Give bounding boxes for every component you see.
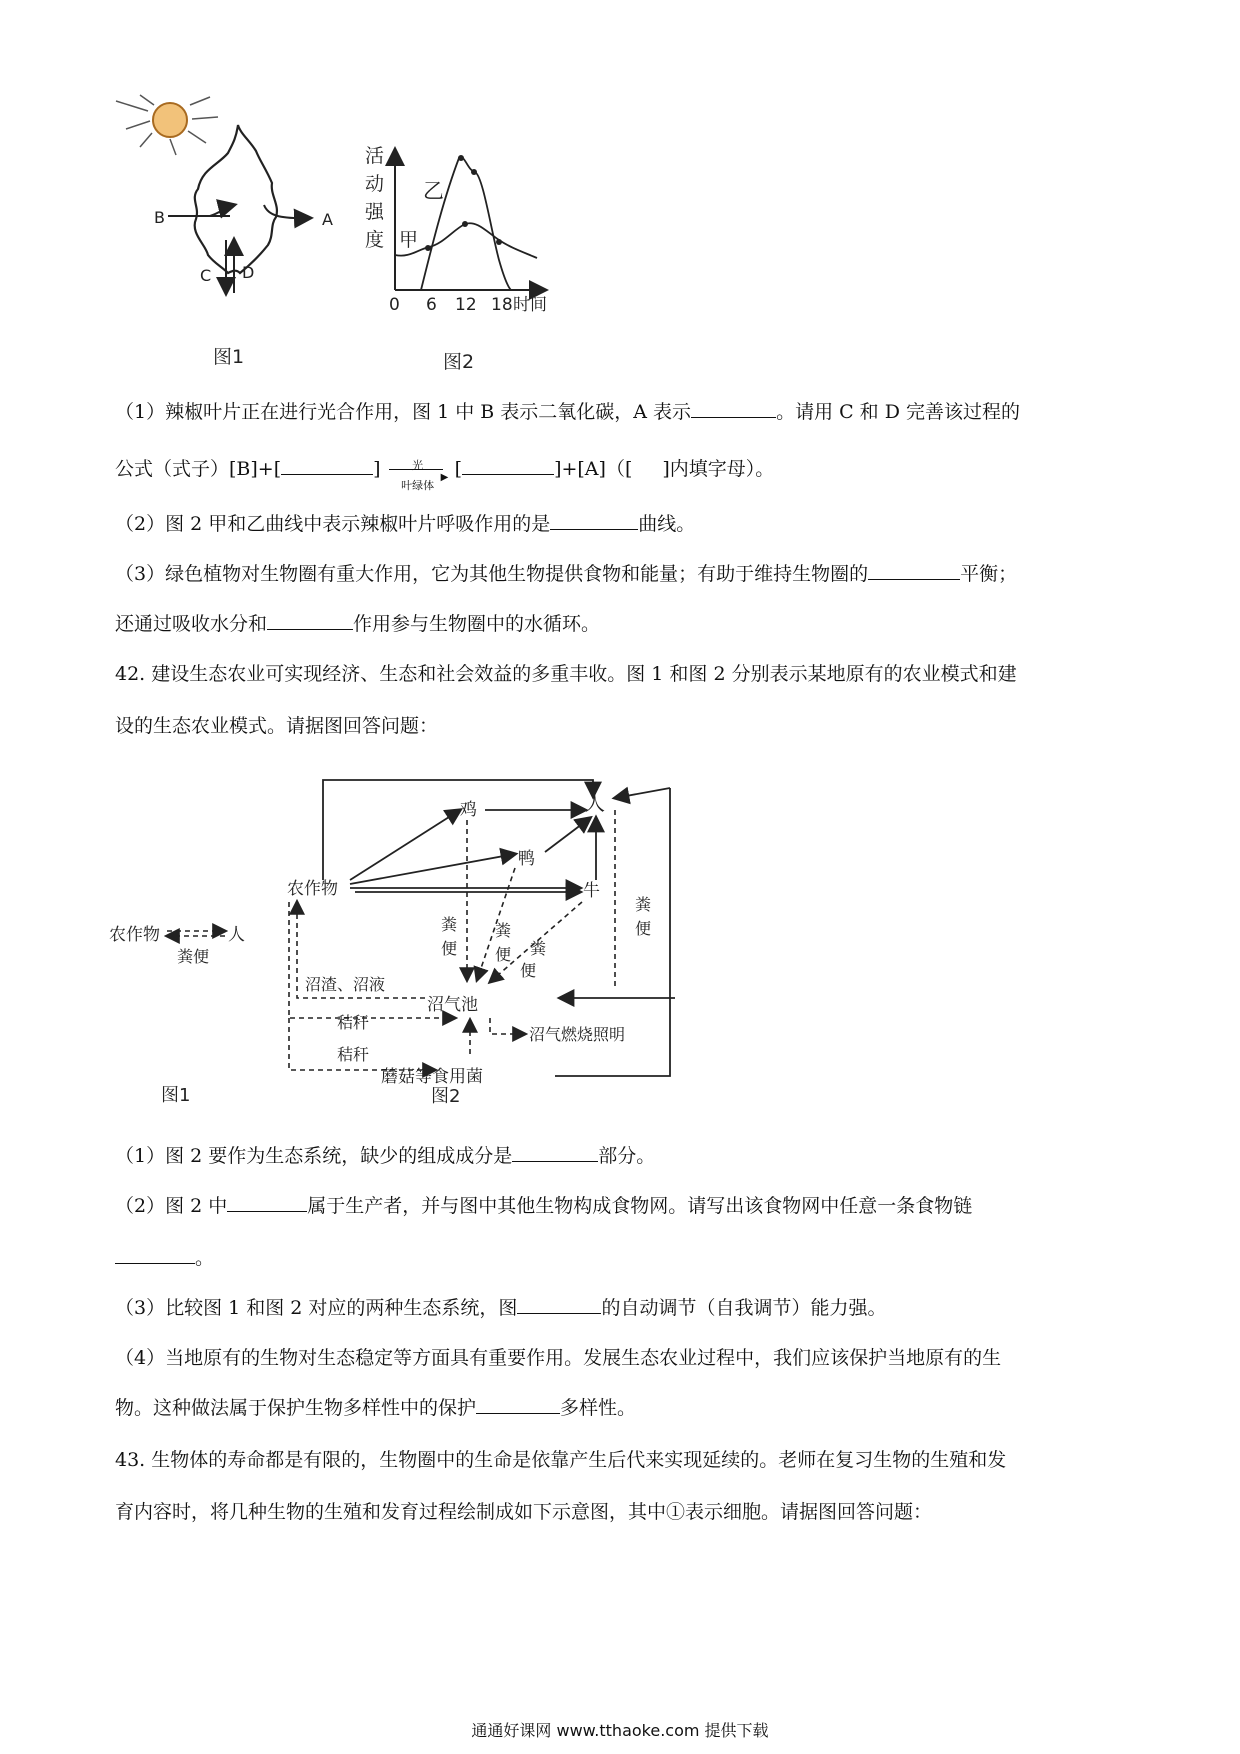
feces-4a: 粪 bbox=[635, 895, 652, 914]
answer-blank[interactable] bbox=[550, 511, 638, 530]
feces-2b: 便 bbox=[495, 945, 512, 964]
node-crops: 农作物 bbox=[287, 879, 338, 899]
q41-part1-line2: 公式（式子）[B]+[ ] 光 ▶ 叶绿体 [ ]+[A]（[ ]内填字母）。 bbox=[115, 458, 775, 492]
fig1-crops: 农作物 bbox=[109, 925, 160, 945]
answer-blank[interactable] bbox=[476, 1395, 560, 1414]
x-tick-18: 18 bbox=[491, 295, 513, 315]
y-label-2: 动 bbox=[365, 173, 385, 195]
label-straw-2: 秸秆 bbox=[337, 1045, 370, 1064]
fig1-human: 人 bbox=[228, 925, 245, 945]
figure-eco-agriculture bbox=[109, 770, 690, 1125]
label-biogas-light: 沼气燃烧照明 bbox=[529, 1025, 626, 1044]
sun-icon bbox=[116, 95, 218, 155]
q42-part2-line2: 。 bbox=[115, 1244, 1135, 1272]
q42-part4-line2: 物。这种做法属于保护生物多样性中的保护 多样性。 bbox=[115, 1397, 637, 1419]
label-c: C bbox=[200, 266, 212, 285]
feces-2a: 粪 bbox=[495, 921, 512, 940]
x-tick-6: 6 bbox=[426, 295, 437, 315]
reaction-arrow: 光 ▶ 叶绿体 bbox=[387, 456, 449, 484]
q41-part2: （2）图 2 甲和乙曲线中表示辣椒叶片呼吸作用的是 曲线。 bbox=[115, 513, 696, 535]
answer-blank[interactable] bbox=[691, 399, 776, 418]
feces-1a: 粪 bbox=[441, 915, 458, 934]
q41-part3-line1: （3）绿色植物对生物圈有重大作用，它为其他生物提供食物和能量；有助于维持生物圈的 平衡； bbox=[115, 563, 1018, 585]
q41-part1-line1: （1）辣椒叶片正在进行光合作用，图 1 中 B 表示二氧化碳，A 表示 。请用 C 和 D 完善该过程的 bbox=[115, 401, 1020, 423]
fig1-feces: 粪便 bbox=[177, 947, 210, 966]
label-residue: 沼渣、沼液 bbox=[305, 975, 386, 994]
q42-part2-line1: （2）图 2 中 属于生产者，并与图中其他生物构成食物网。请写出该食物网中任意一条食物链 bbox=[115, 1195, 973, 1217]
answer-blank[interactable] bbox=[512, 1143, 598, 1162]
label-straw-1: 秸秆 bbox=[337, 1013, 370, 1032]
feces-4b: 便 bbox=[635, 919, 652, 938]
node-human: 人 bbox=[585, 791, 605, 815]
x-axis-label: 时间 bbox=[513, 295, 547, 315]
figure-activity-curve bbox=[365, 145, 615, 375]
label-d: D bbox=[242, 263, 255, 282]
q42-part4-line1: （4）当地原有的生物对生态稳定等方面具有重要作用。发展生态农业过程中，我们应该保护当地原有的生 bbox=[115, 1347, 1002, 1369]
q42-part3: （3）比较图 1 和图 2 对应的两种生态系统，图 的自动调节（自我调节）能力强。 bbox=[115, 1297, 887, 1319]
node-duck: 鸭 bbox=[518, 849, 535, 869]
answer-blank[interactable] bbox=[281, 456, 373, 475]
q42-intro-line1: 42. 建设生态农业可实现经济、生态和社会效益的多重丰收。图 1 和图 2 分别表示某地原有的农业模式和建 bbox=[115, 663, 1017, 685]
answer-blank[interactable] bbox=[227, 1193, 307, 1212]
curve-yi-label: 乙 bbox=[423, 179, 444, 203]
label-a: A bbox=[322, 210, 333, 229]
node-chicken: 鸡 bbox=[460, 800, 477, 820]
node-mushroom: 蘑菇等食用菌 bbox=[381, 1067, 483, 1087]
x-tick-12: 12 bbox=[455, 295, 477, 315]
answer-blank[interactable] bbox=[267, 611, 353, 630]
y-label-4: 度 bbox=[365, 229, 385, 251]
answer-blank[interactable] bbox=[517, 1295, 601, 1314]
q42-intro-line2: 设的生态农业模式。请据图回答问题： bbox=[115, 715, 439, 737]
feces-3b: 便 bbox=[520, 961, 537, 980]
label-b: B bbox=[154, 208, 165, 227]
fig1-caption: 图1 bbox=[213, 346, 245, 368]
feces-3a: 粪 bbox=[530, 939, 547, 958]
node-biogas-pool: 沼气池 bbox=[427, 995, 478, 1015]
leaf-outline bbox=[195, 125, 277, 273]
answer-blank[interactable] bbox=[462, 456, 554, 475]
node-cow: 牛 bbox=[583, 881, 600, 901]
footer-source: 通通好课网 www.tthaoke.com 提供下载 bbox=[471, 1721, 769, 1740]
x-tick-0: 0 bbox=[389, 295, 400, 315]
answer-blank[interactable] bbox=[115, 1245, 195, 1264]
q43-line2: 育内容时，将几种生物的生殖和发育过程绘制成如下示意图，其中①表示细胞。请据图回答问题： bbox=[115, 1501, 933, 1523]
y-label-1: 活 bbox=[365, 145, 385, 167]
fig1-caption-q42: 图1 bbox=[161, 1085, 191, 1106]
curve-jia-label: 甲 bbox=[399, 229, 419, 251]
answer-blank[interactable] bbox=[868, 561, 960, 580]
feces-1b: 便 bbox=[441, 939, 458, 958]
figure-leaf-photosynthesis bbox=[110, 95, 370, 375]
q41-part3-line2: 还通过吸收水分和 作用参与生物圈中的水循环。 bbox=[115, 613, 601, 635]
fig2-caption-q42: 图2 bbox=[431, 1086, 461, 1107]
fig2-caption: 图2 bbox=[443, 351, 475, 373]
q42-part1: （1）图 2 要作为生态系统，缺少的组成成分是 部分。 bbox=[115, 1145, 656, 1167]
y-label-3: 强 bbox=[365, 201, 385, 223]
q43-line1: 43. 生物体的寿命都是有限的，生物圈中的生命是依靠产生后代来实现延续的。老师在复习生物的生殖和发 bbox=[115, 1449, 1007, 1471]
